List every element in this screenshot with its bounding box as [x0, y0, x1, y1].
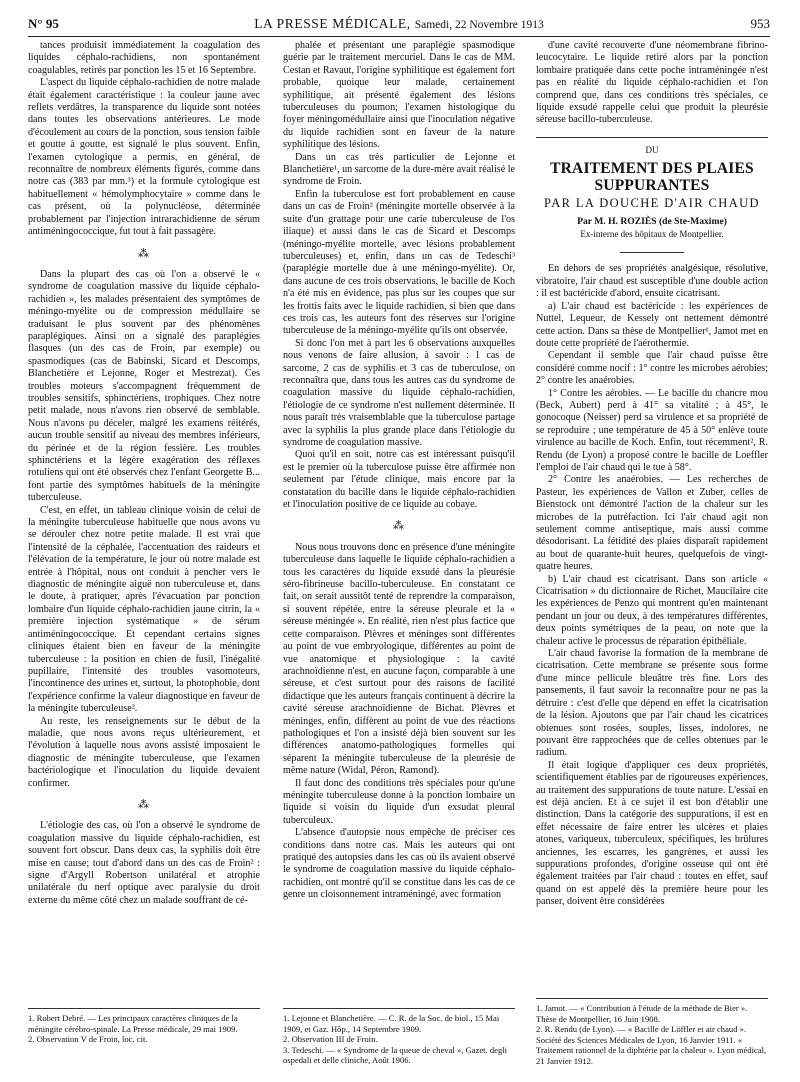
- footnotes-column-3: [536, 998, 768, 1067]
- body-paragraph: Dans un cas très particulier de Lejonne et Blanchetière¹, un sarcome de la dure-mère avait réalisé le syndrome de Froin.: [283, 151, 515, 188]
- issue-date: Samedi, 22 Novembre 1913: [414, 19, 544, 31]
- body-paragraph: Dans la plupart des cas où l'on a observé le « syndrome de coagulation massive du liquide céphalo-rachidien », les malades présentaient des symptômes de méningo-myélite ou de compression médullaire se traduisant le plus souvent par des phénomènes paraplégiques. Ainsi on a signalé des paraplégies flasques (un des cas de Froin, par exemple) ou spasmodiques (cas de Babinski, Sicard et Descomps, Blanchetière et Lejonne, Roger et Mestrezat). Ces troubles moteurs s'accompagnent fréquemment de troubles sensitifs, sphinctériens, trophiques. Chez notre petit malade, nous n'avons rien observé de semblable. Nous n'avons pu déceler, malgré les examens réitérés, aucun trouble sensitif au niveau des membres inférieurs, du périnée et de la région fessière. Les troubles sphinctériens et la légère exagération des réflexes rotuliens qui ont été observés chez l'enfant Georgette B... font partie des symptômes habituels de la méningite tuberculeuse.: [28, 268, 260, 504]
- body-paragraph: L'absence d'autopsie nous empêche de préciser ces conditions dans notre cas. Mais les auteurs qui ont pratiqué des autopsies dans les cas où ils avaient observé le syndrome de coagulation massive du liquide céphalo-rachidien, ont montré qu'il se constitue dans les cas de ce genre un cloisonnement intraméningé, avec formation: [283, 827, 515, 901]
- body-paragraph: phalée et présentant une paraplégie spasmodique guérie par le traitement mercuriel. Dans le cas de MM. Cestan et Ravaut, l'origine syphilitique est également fort probable, quoique leur malade, certainement syphilitique, ait présenté également des lésions tuberculeuses du poumon; l'examen histologique du foyer méningomédullaire ainsi que l'inoculation négative du liquide rachidien sont en faveur de la nature syphilitique des lésions.: [283, 40, 515, 151]
- body-paragraph: L'étiologie des cas, où l'on a observé le syndrome de coagulation massive du liquide céphalo-rachidien, est souvent fort obscur. Dans deux cas, la syphilis doit être mise en cause; tout d'abord dans un des cas de Froin² : signe d'Argyll Robertson unilatéral et atrophie unilatérale du nerf optique avec paralysie du droit externe du même côté chez un malade souffrant de cé-: [28, 820, 260, 906]
- section-separator: ⁂: [393, 520, 405, 533]
- body-paragraph: Quoi qu'il en soit, notre cas est intéressant puisqu'il est le premier où la tuberculose puisse être affirmée non seulement par l'étude clinique, mais encore par la constatation du bacille dans le liquide céphalo-rachidien et l'inoculation positive de ce liquide au cobaye.: [283, 449, 515, 511]
- section-separator: ⁂: [138, 798, 150, 811]
- masthead: [28, 16, 770, 32]
- body-paragraph: C'est, en effet, un tableau clinique voisin de celui de la méningite tuberculeuse habituelle que nous avons vu se dérouler chez notre petite malade. Il est vrai que l'intensité de la céphalée, l'accentuation des raideurs et l'élévation de la température, le jour où notre malade est entrée à l'hôpital, nous ont conduit à pencher vers le diagnostic de méningite aiguë non tuberculeuse et, dans le doute, à pratiquer, après l'évacuation par ponction lombaire d'un liquide céphalo-rachidien jaune citrin, la « première injection systématique » de sérum antiméningococcique. Et cependant certains signes cliniques étaient bien en faveur de la méningite tuberculeuse : la position en chien de fusil, l'inégalité pupillaire, l'intensité des troubles vasomoteurs, l'incontinence des urines et, surtout, la photophobie, dont l'expérience confirme la valeur diagnostique en faveur de la méningite tuberculeuse².: [28, 504, 260, 715]
- body-paragraph: En dehors de ses propriétés analgésique, résolutive, vibratoire, l'air chaud est susceptible d'une double action : il est bactéricide d'abord, ensuite cicatrisant.: [536, 263, 768, 300]
- footnote: 2. Observation III de Froin.: [283, 1034, 378, 1045]
- footnote: 2. R. Rendu (de Lyon). — « Bacille de Löffler et air chaud ». Société des Sciences Médicales de Lyon, 16 Janvier 1911. « Traitement rationnel de la diphtérie par la chaleur ». Lyon médical, 21 Janvier 1912.: [536, 1024, 767, 1066]
- footnote: 1. Lejonne et Blanchetière. — C. R. de la Soc. de biol., 15 Mai 1909, et Gaz. Hôp., 14 Septembre 1909.: [283, 1013, 500, 1034]
- body-paragraph: 1° Contre les aérobies. — Le bacille du chancre mou (Beck, Aubert) perd à 41° sa vitalité ; à 45°, le gonocoque (Neisser) perd sa virulence et sa propriété de se reproduire ; une température de 45 à 50° enlève toute virulence au bacille de Koch. Enfin, tout récemment², R. Rendu (de Lyon) a proposé contre le bacille de Loeffler l'emploi de l'air chaud qui le tue à 58°.: [536, 387, 768, 473]
- body-paragraph: Enfin la tuberculose est fort probablement en cause dans un cas de Froin² (méningite mortelle observée à la suite d'un grattage pour une carie tuberculeuse de l'os iliaque) et aussi dans le cas de Sicard et Descomps (méningo-myélite mortelle, avec lésions probablement tuberculeuses) et, enfin, dans un cas de Tedeschi³ (paraplégie mortelle due à une méningo-myélite). Or, dans aucune de ces trois observations, le bacille de Koch n'a été mis en évidence, pas plus sur les coupes que sur les frottis faits avec le liquide rachidien, si bien que dans ces trois cas, les auteurs font des réserves sur l'origine tuberculeuse de la méningo-myélite qu'ils ont observée.: [283, 188, 515, 337]
- column-3: [536, 40, 768, 909]
- article-author: Par M. H. ROZIÈS (de Ste-Maxime): [577, 215, 727, 227]
- body-paragraph: a) L'air chaud est bactéricide : les expériences de Nuttel, Lequeur, de Kessely ont nettement démontré cette action. Dans sa thèse de Montpellier¹, Jamot met en doute cette propriété de l'aérothermie.: [536, 300, 768, 349]
- article-subtitle: PAR LA DOUCHE D'AIR CHAUD: [544, 196, 760, 211]
- footnote: 3. Tedeschi. — « Syndrome de la queue de cheval », Gazet. degli ospedali et delle cliniche, Août 1906.: [283, 1044, 508, 1066]
- body-paragraph: Si donc l'on met à part les 6 observations auxquelles nous venons de faire allusion, à savoir : 1 cas de sarcome, 2 cas de syphilis et 3 cas de tuberculose, on reconnaîtra que, dans tous les autres cas du syndrome de coagulation massive du liquide céphalo-rachidien, l'étiologie de ce syndrome n'est nullement déterminée. Il nous paraît très vraisemblable que la tuberculose partage avec la syphilis la plus grande place dans l'étiologie du syndrome de coagulation massive.: [283, 337, 515, 448]
- column-2: [283, 40, 515, 902]
- footnote: 1. Jamot. — « Contribution à l'étude de la méthode de Bier ». Thèse de Montpellier, 16 Juin 1908.: [536, 1003, 748, 1024]
- body-paragraph: Il faut donc des conditions très spéciales pour qu'une méningite tuberculeuse donne à la ponction lombaire un liquide si voisin du liquide d'un exsudat pleural tuberculeux.: [283, 777, 515, 826]
- footnote: 2. Observation V de Froin, loc. cit.: [28, 1034, 148, 1045]
- journal-title: LA PRESSE MÉDICALE,: [254, 16, 411, 31]
- page-number: 953: [750, 16, 770, 31]
- page-header: [28, 14, 770, 37]
- column-1: [28, 40, 260, 907]
- title-divider: [620, 252, 684, 253]
- body-paragraph: Il était logique d'appliquer ces deux propriétés, scientifiquement établies par de rigoureuses expériences, au traitement des suppurations de toute nature. L'essai en est déjà ancien. Et à ce sujet il est bon d'établir une distinction. Dans la catégorie des suppurations, il est en effet nécessaire de faire entrer les ulcères et plaies atones, variqueux, tuberculeux, spécifiques, les brûlures anciennes, les escarres, les gangrènes, et aussi les suppurations profondes, d'origine osseuse qui ont été également traitées par l'air chaud : toutes en effet, sauf quand on est appelé dès la première heure pour les panser, doivent être considérées: [536, 759, 768, 908]
- body-paragraph: b) L'air chaud est cicatrisant. Dans son article « Cicatrisation » du dictionnaire de Richet, Maucilaire cite les expériences de Penzo qui montrent qu'en maintenant pendant un jour ou deux, à des températures différentes, deux points symétriques de la peau, on note que la chaleur active le processus de réparation épithéliale.: [536, 573, 768, 647]
- article-kicker: DU: [536, 137, 768, 156]
- footnotes-column-1: [28, 1008, 260, 1045]
- footnote: 1. Robert Debré. — Les principaux caractères cliniques de la méningite cérébro-spinale. La Presse médicale, 29 mai 1909.: [28, 1013, 238, 1034]
- issue-number: N° 95: [28, 16, 59, 31]
- body-paragraph: Cependant il semble que l'air chaud puisse être considéré comme nocif : 1° contre les microbes aérobies; 2° contre les anaérobies.: [536, 350, 768, 387]
- body-paragraph: L'air chaud favorise la formation de la membrane de cicatrisation. Cette membrane se présente sous forme d'une mince pellicule bleuâtre très fine. Lors des pansements, il faut savoir la reconnaître pour ne pas la détruire : c'est d'elle que dépend en effet la cicatrisation de la lésion. Ajoutons que par l'air chaud les cicatrices obtenues sont rosées, souples, lisses, indolores, ne pouvant être rapprochées que de celles obtenues par le radium.: [536, 648, 768, 759]
- article-affiliation: Ex-interne des hôpitaux de Montpellier.: [580, 229, 724, 240]
- body-paragraph: tances produisit immédiatement la coagulation des liquides céphalo-rachidiens, non spontanément coagulables, retirés par ponction les 15 et 16 Septembre.: [28, 40, 260, 76]
- body-paragraph: Au reste, les renseignements sur le début de la maladie, que nous avons reçus ultérieurement, et l'évolution à laquelle nous avons assisté imposaient le diagnostic de méningite tuberculeuse, que l'examen bactériologique et l'inoculation du liquide devaient confirmer.: [28, 715, 260, 789]
- body-paragraph: 2° Contre les anaérobies. — Les recherches de Pasteur, les expériences de Vallon et Zuber, celles de Bienstock ont démontré l'action de la chaleur sur les microbes de la putréfaction. Ici l'air chaud agit non seulement comme antiseptique, mais aussi comme désodorisant. La fétidité des plaies disparaît rapidement au bout de quarante-huit heures, quelquefois de vingt-quatre heures.: [536, 474, 768, 573]
- body-paragraph: d'une cavité recouverte d'une néomembrane fibrino-leucocytaire. Le liquide retiré alors par la ponction lombaire pratiquée dans cette poche intraméningée n'est pas en réalité du liquide céphalo-rachidien et l'on comprend que, dans ces conditions très spéciales, ce liquide exsudé rappelle celui que produit la pleurésie séreuse bacillo-tuberculeuse.: [536, 40, 768, 126]
- body-paragraph: Nous nous trouvons donc en présence d'une méningite tuberculeuse dans laquelle le liquide céphalo-rachidien a tous les caractères du liquide exsudé dans la pleurésie séro-fibrineuse bacillo-tuberculeuse. En constatant ce fait, on serait aussitôt tenté de reprendre la comparaison, si souvent répétée, entre la séreuse pleurale et la « séreuse méningée ». En réalité, rien n'est plus factice que cette comparaison. Plèvres et méninges sont différentes au point de vue embryologique, différentes au point de vue anatomique et physiologique : la cavité arachnoïdienne n'est, en aucune façon, comparable à une séreuse, et c'est surtout pour des raisons de facilité didactique que les auteurs français continuent à décrire la cavité séreuse arachnoïdienne de Bichat. Plèvres et méninges, enfin, diffèrent au point de vue des réactions pathologiques et l'on a insisté déjà bien souvent sur les différences anatomo-pathologiques formelles qui séparent la méningite tuberculeuse de la pleurésie de même nature (Widal, Péron, Ramond).: [283, 541, 515, 777]
- footnotes-column-2: [283, 1008, 515, 1066]
- section-separator: ⁂: [138, 247, 150, 260]
- body-paragraph: L'aspect du liquide céphalo-rachidien de notre malade était également caractéristique : la couleur jaune avec reflets verdâtres, la transparence du liquide sont notées dans toutes les observations antérieures. Le mode d'écoulement au cours de la ponction, sous tension faible et goutte à goutte, est signalé le plus souvent. Enfin, l'examen cytologique a permis, en général, de reconnaître de nombreux éléments figurés, comme dans notre cas (383 par mm.³) et la formule cytologique est habituellement « hémolymphocytaire » comme dans le cas présent, où la polynucléose, déterminée probablement par l'injection intrarachidienne de sérum antiméningococcique, fut tout à fait passagère.: [28, 77, 260, 238]
- article-title: TRAITEMENT DES PLAIES SUPPURANTES: [550, 160, 754, 195]
